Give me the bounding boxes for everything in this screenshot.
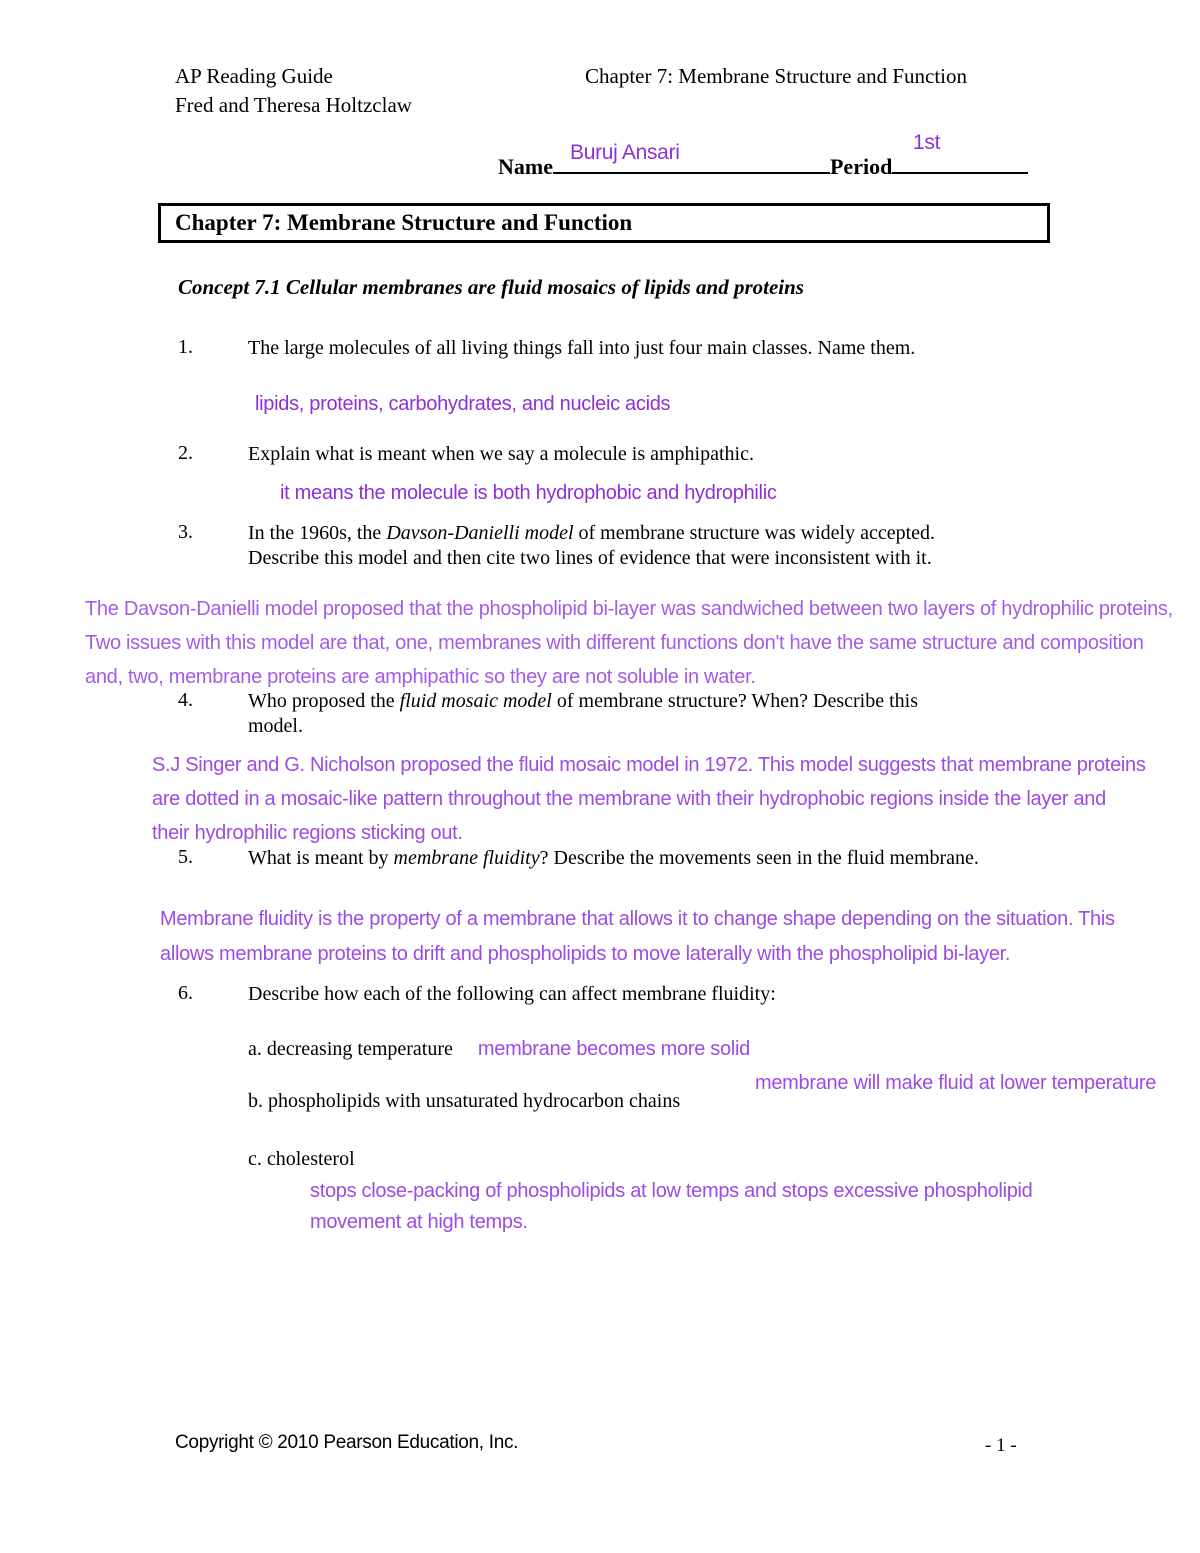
- question-6-item-b-label: b. phospholipids with unsaturated hydrocarbon chains: [248, 1090, 681, 1112]
- question-5-number: 5.: [178, 846, 193, 868]
- question-3-text-post: of membrane structure was widely accepted. Describe this model and then cite two lines of evidence that were inconsistent with it.: [248, 522, 936, 569]
- question-5-text-post: ? Describe the movements seen in the fluid membrane.: [539, 847, 979, 869]
- question-5-text-pre: What is meant by: [248, 847, 394, 869]
- chapter-title: Chapter 7: Membrane Structure and Function: [175, 210, 633, 235]
- header-left: [175, 62, 412, 120]
- question-3-number: 3.: [178, 521, 193, 543]
- footer-page-number: - 1 -: [985, 1435, 1017, 1456]
- answer-1: lipids, proteins, carbohydrates, and nucleic acids: [255, 393, 671, 415]
- question-6-item-c-label: c. cholesterol: [248, 1148, 355, 1170]
- name-handwritten-value: Buruj Ansari: [570, 141, 680, 164]
- question-6-text: Describe how each of the following can affect membrane fluidity:: [248, 983, 776, 1005]
- question-1-number: 1.: [178, 336, 193, 358]
- header-chapter-title: Chapter 7: Membrane Structure and Function: [585, 64, 967, 88]
- question-6-item-a-label: a. decreasing temperature: [248, 1038, 453, 1060]
- question-4-text: [248, 689, 948, 739]
- question-3-text-italic: Davson-Danielli model: [386, 522, 574, 544]
- question-4-text-post: of membrane structure? When? Describe this model.: [248, 690, 919, 737]
- question-4-text-italic: fluid mosaic model: [399, 690, 552, 712]
- question-4-text-pre: Who proposed the: [248, 690, 400, 712]
- question-5-text-italic: membrane fluidity: [393, 847, 540, 869]
- chapter-title-box: [158, 203, 1050, 243]
- answer-4: S.J Singer and G. Nicholson proposed the fluid mosaic model in 1972. This model suggests that membrane proteins are dotted in a mosaic-like pattern throughout the membrane with their hydrophobic regions inside the layer and their hydrophilic regions sticking out.: [152, 754, 1146, 844]
- answer-6a: membrane becomes more solid: [477, 1038, 750, 1060]
- question-2-text: Explain what is meant when we say a molecule is amphipathic.: [248, 443, 754, 465]
- footer-copyright: Copyright © 2010 Pearson Education, Inc.: [175, 1432, 519, 1453]
- period-label: Period: [829, 154, 893, 179]
- question-6-number: 6.: [178, 982, 193, 1004]
- question-3-text: [248, 521, 988, 571]
- period-blank-line[interactable]: [892, 152, 1028, 174]
- guide-title: AP Reading Guide: [175, 64, 333, 88]
- answer-2: it means the molecule is both hydrophobic and hydrophilic: [280, 482, 777, 504]
- guide-authors: Fred and Theresa Holtzclaw: [175, 93, 412, 117]
- answer-6b: membrane will make fluid at lower temperature: [755, 1072, 1157, 1094]
- period-handwritten-value: 1st: [913, 131, 941, 154]
- question-2-number: 2.: [178, 442, 193, 464]
- concept-heading: Concept 7.1 Cellular membranes are fluid mosaics of lipids and proteins: [178, 275, 804, 299]
- answer-3: The Davson-Danielli model proposed that the phospholipid bi-layer was sandwiched between two layers of hydrophilic proteins, Two issues with this model are that, one, membranes with different functions don't have the same structure and composition and, two, membrane proteins are amphipathic so they are not soluble in water.: [85, 598, 1173, 688]
- question-5-text: [248, 846, 988, 871]
- question-3-text-pre: In the 1960s, the: [248, 522, 387, 544]
- answer-6c: stops close-packing of phospholipids at low temps and stops excessive phospholipid movement at high temps.: [310, 1180, 1033, 1233]
- answer-5: Membrane fluidity is the property of a membrane that allows it to change shape depending on the situation. This allows membrane proteins to drift and phospholipids to move laterally with the phospholipid bi-layer.: [160, 908, 1115, 965]
- question-1-text: The large molecules of all living things fall into just four main classes. Name them.: [248, 337, 916, 359]
- question-6-item-a: [248, 1038, 750, 1061]
- name-label: Name: [498, 154, 553, 179]
- question-4-number: 4.: [178, 689, 193, 711]
